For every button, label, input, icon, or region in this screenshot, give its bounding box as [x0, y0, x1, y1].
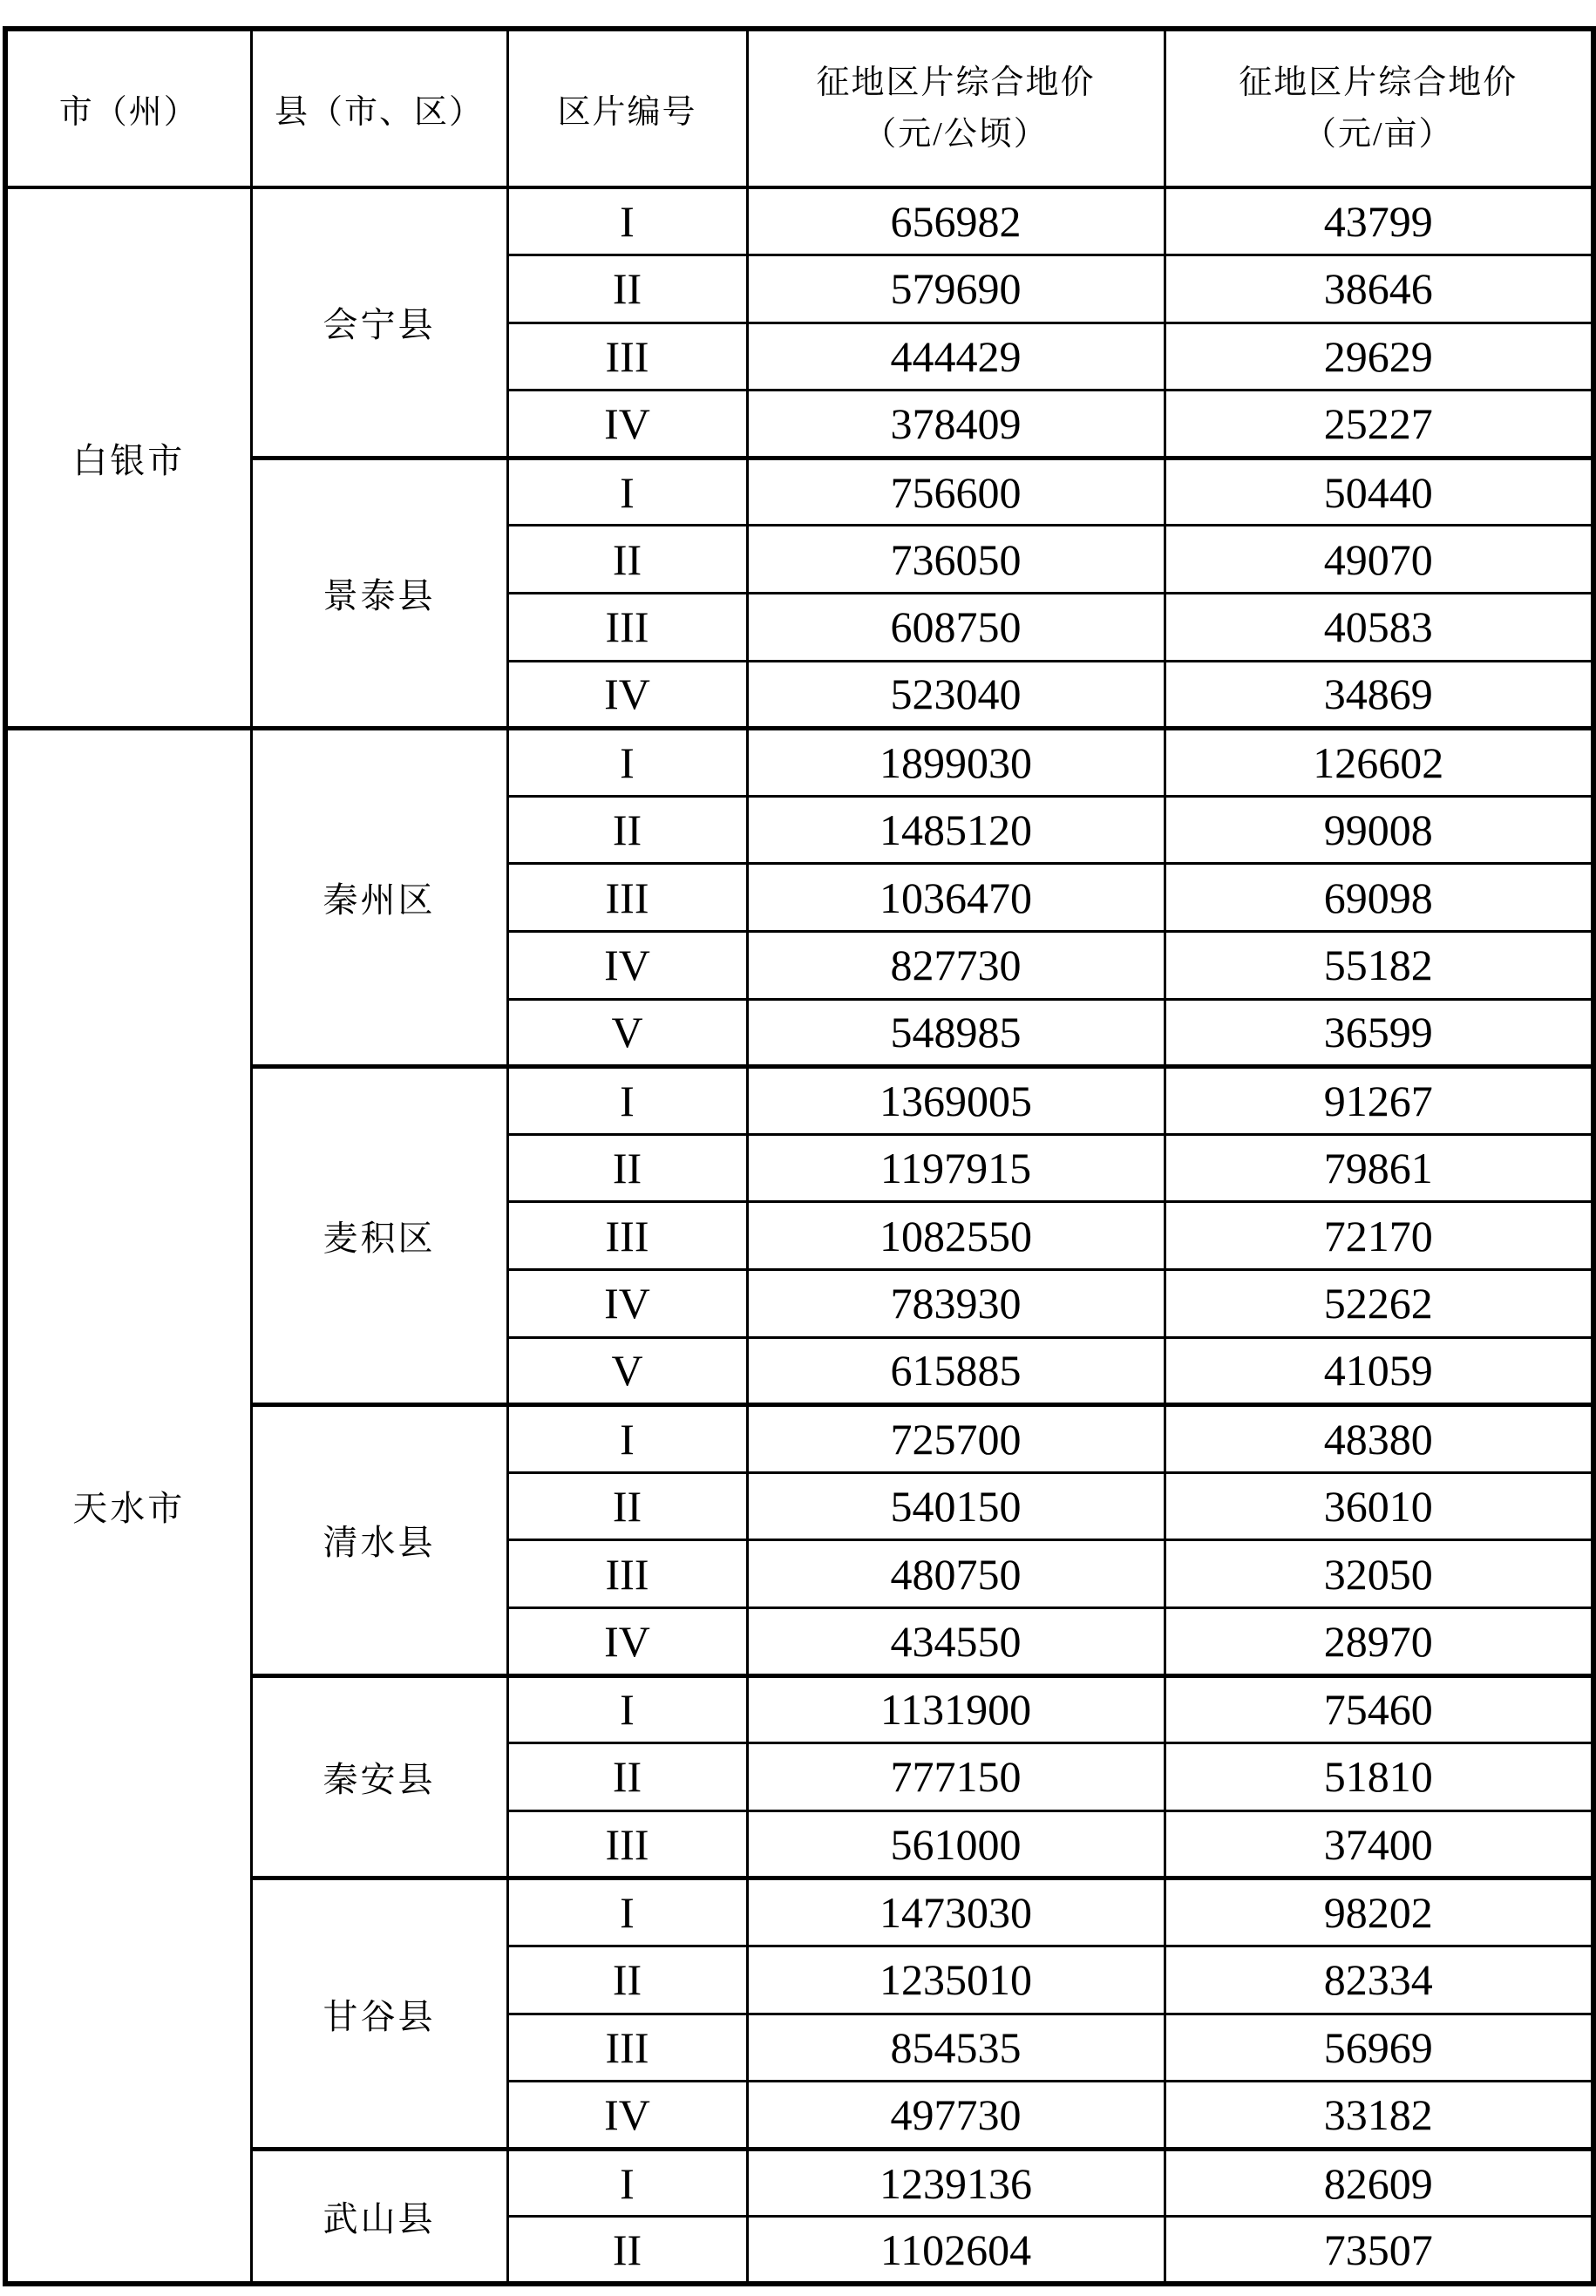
cell-zone: III [507, 864, 747, 932]
land-price-table [3, 26, 1596, 2286]
cell-price-hectare: 548985 [747, 999, 1165, 1067]
cell-zone: III [507, 2014, 747, 2082]
cell-zone: I [507, 1405, 747, 1473]
cell-zone: V [507, 1337, 747, 1405]
cell-zone: II [507, 1743, 747, 1811]
cell-price-hectare: 378409 [747, 391, 1165, 459]
cell-price-hectare: 725700 [747, 1405, 1165, 1473]
cell-county: 秦安县 [251, 1675, 507, 1878]
cell-price-hectare: 1485120 [747, 796, 1165, 864]
cell-zone: II [507, 255, 747, 323]
cell-price-mu: 72170 [1165, 1202, 1593, 1270]
cell-zone: V [507, 999, 747, 1067]
cell-price-hectare: 783930 [747, 1270, 1165, 1338]
cell-price-hectare: 736050 [747, 526, 1165, 594]
cell-price-mu: 69098 [1165, 864, 1593, 932]
cell-zone: I [507, 1675, 747, 1743]
cell-price-mu: 41059 [1165, 1337, 1593, 1405]
cell-zone: I [507, 729, 747, 797]
col-header-city: 市（州） [5, 29, 251, 187]
cell-zone: IV [507, 1270, 747, 1338]
cell-city: 白银市 [5, 187, 251, 729]
cell-price-mu: 82334 [1165, 1946, 1593, 2014]
cell-zone: II [507, 1134, 747, 1202]
cell-price-mu: 29629 [1165, 323, 1593, 391]
cell-price-mu: 40583 [1165, 594, 1593, 662]
cell-price-hectare: 1369005 [747, 1067, 1165, 1135]
cell-price-mu: 56969 [1165, 2014, 1593, 2082]
cell-zone: I [507, 458, 747, 526]
cell-price-mu: 36599 [1165, 999, 1593, 1067]
cell-price-mu: 38646 [1165, 255, 1593, 323]
cell-price-mu: 25227 [1165, 391, 1593, 459]
table-body [5, 187, 1593, 2284]
cell-zone: IV [507, 1607, 747, 1675]
cell-zone: I [507, 187, 747, 255]
cell-price-hectare: 756600 [747, 458, 1165, 526]
cell-zone: IV [507, 391, 747, 459]
cell-price-hectare: 1239136 [747, 2149, 1165, 2217]
cell-price-hectare: 579690 [747, 255, 1165, 323]
cell-price-hectare: 1131900 [747, 1675, 1165, 1743]
cell-price-mu: 36010 [1165, 1472, 1593, 1540]
cell-zone: III [507, 1202, 747, 1270]
cell-zone: I [507, 1067, 747, 1135]
cell-zone: III [507, 594, 747, 662]
col-header-price-mu [1165, 29, 1593, 187]
cell-zone: IV [507, 932, 747, 1000]
cell-zone: II [507, 1946, 747, 2014]
cell-zone: III [507, 1810, 747, 1878]
cell-price-mu: 75460 [1165, 1675, 1593, 1743]
cell-price-hectare: 777150 [747, 1743, 1165, 1811]
cell-zone: II [507, 796, 747, 864]
cell-zone: III [507, 323, 747, 391]
price-mu-title: 征地区片综合地价 [1239, 64, 1518, 101]
cell-price-hectare: 615885 [747, 1337, 1165, 1405]
cell-price-mu: 55182 [1165, 932, 1593, 1000]
cell-price-hectare: 444429 [747, 323, 1165, 391]
cell-price-mu: 28970 [1165, 1607, 1593, 1675]
col-header-county: 县（市、区） [251, 29, 507, 187]
cell-price-mu: 50440 [1165, 458, 1593, 526]
cell-price-mu: 34869 [1165, 661, 1593, 729]
cell-zone: I [507, 2149, 747, 2217]
cell-zone: I [507, 1878, 747, 1946]
cell-price-hectare: 656982 [747, 187, 1165, 255]
col-header-price-hectare [747, 29, 1165, 187]
cell-price-mu: 37400 [1165, 1810, 1593, 1878]
cell-zone: II [507, 2217, 747, 2285]
cell-price-hectare: 497730 [747, 2082, 1165, 2150]
cell-price-hectare: 434550 [747, 1607, 1165, 1675]
cell-price-hectare: 1082550 [747, 1202, 1165, 1270]
cell-zone: IV [507, 2082, 747, 2150]
cell-price-mu: 79861 [1165, 1134, 1593, 1202]
cell-county: 麦积区 [251, 1067, 507, 1405]
cell-price-mu: 82609 [1165, 2149, 1593, 2217]
cell-county: 会宁县 [251, 187, 507, 458]
cell-price-mu: 51810 [1165, 1743, 1593, 1811]
cell-county: 清水县 [251, 1405, 507, 1675]
price-mu-unit: （元/亩） [1302, 115, 1454, 153]
cell-price-hectare: 523040 [747, 661, 1165, 729]
cell-price-mu: 91267 [1165, 1067, 1593, 1135]
cell-price-hectare: 1197915 [747, 1134, 1165, 1202]
price-hectare-title: 征地区片综合地价 [816, 64, 1096, 101]
cell-price-mu: 99008 [1165, 796, 1593, 864]
cell-county: 武山县 [251, 2149, 507, 2284]
cell-price-mu: 43799 [1165, 187, 1593, 255]
table-row [5, 729, 1593, 797]
cell-price-hectare: 608750 [747, 594, 1165, 662]
cell-city: 天水市 [5, 729, 251, 2285]
header-row [5, 29, 1593, 187]
cell-price-hectare: 1102604 [747, 2217, 1165, 2285]
cell-price-hectare: 540150 [747, 1472, 1165, 1540]
cell-price-mu: 126602 [1165, 729, 1593, 797]
cell-price-hectare: 1899030 [747, 729, 1165, 797]
cell-price-hectare: 854535 [747, 2014, 1165, 2082]
cell-price-hectare: 561000 [747, 1810, 1165, 1878]
cell-zone: II [507, 526, 747, 594]
cell-zone: IV [507, 661, 747, 729]
cell-price-mu: 32050 [1165, 1540, 1593, 1608]
cell-price-hectare: 1036470 [747, 864, 1165, 932]
cell-price-hectare: 1473030 [747, 1878, 1165, 1946]
cell-price-mu: 48380 [1165, 1405, 1593, 1473]
cell-price-hectare: 1235010 [747, 1946, 1165, 2014]
cell-county: 秦州区 [251, 729, 507, 1067]
price-hectare-unit: （元/公顷） [863, 115, 1049, 153]
cell-county: 景泰县 [251, 458, 507, 728]
cell-price-mu: 49070 [1165, 526, 1593, 594]
cell-price-hectare: 827730 [747, 932, 1165, 1000]
cell-price-mu: 33182 [1165, 2082, 1593, 2150]
cell-price-hectare: 480750 [747, 1540, 1165, 1608]
cell-price-mu: 73507 [1165, 2217, 1593, 2285]
cell-price-mu: 98202 [1165, 1878, 1593, 1946]
cell-county: 甘谷县 [251, 1878, 507, 2149]
col-header-zone: 区片编号 [507, 29, 747, 187]
cell-zone: II [507, 1472, 747, 1540]
table-row [5, 187, 1593, 255]
cell-zone: III [507, 1540, 747, 1608]
cell-price-mu: 52262 [1165, 1270, 1593, 1338]
